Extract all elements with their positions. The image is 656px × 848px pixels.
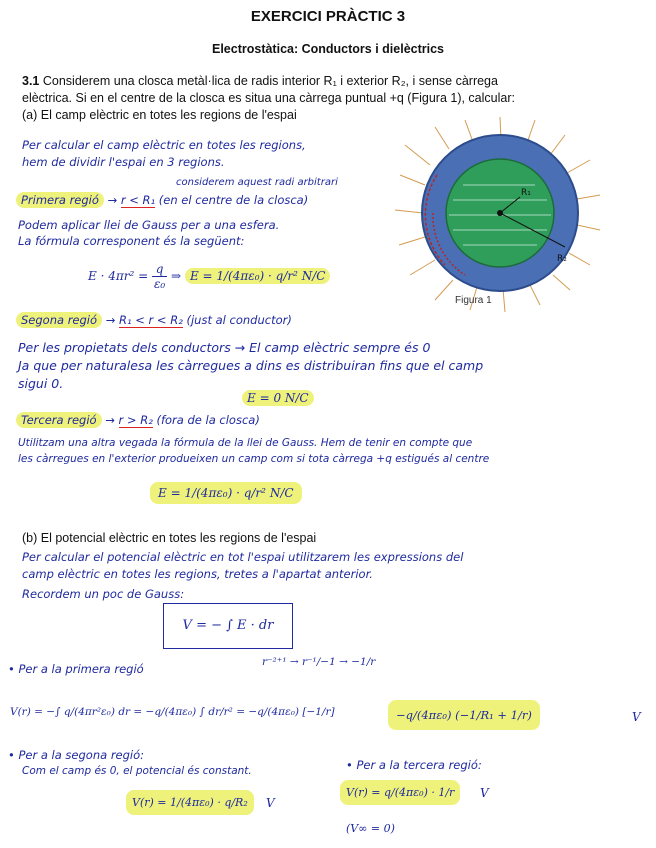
b-power-note: r⁻²⁺¹ → r⁻¹/−1 → −1/r [262, 656, 376, 668]
gauss-potential-box: V = − ∫ E · dr [163, 603, 293, 649]
equation-v1 [10, 706, 335, 718]
eq1-lhs: E · 4πr² = [88, 269, 149, 283]
v1-unit: V [632, 710, 641, 724]
problem-text-line2: elèctrica. Si en el centre de la closca es situa una càrrega puntual +q (Figura 1), calcular: [22, 91, 515, 105]
region3-label: Tercera regió [16, 412, 102, 428]
label-r2: R₂ [557, 254, 567, 264]
b-region2-text: Com el camp és 0, el potencial és constant. [22, 765, 252, 777]
figure-caption: Figura 1 [455, 295, 492, 306]
equation-2: E = 0 N/C [242, 390, 314, 406]
a-intro-line1: Per calcular el camp elèctric en totes les regions, [22, 138, 306, 152]
v2-unit: V [266, 796, 275, 810]
region1-label: Primera regió [16, 192, 104, 208]
region3-condition: r > R₂ [118, 413, 153, 427]
region1-arrow: → [107, 193, 121, 207]
region1-row [16, 193, 308, 208]
label-r1: R₁ [521, 188, 531, 198]
v-infinity-note: (V∞ = 0) [346, 822, 395, 835]
v3-result: V(r) = q/(4πε₀) · 1/r [340, 780, 460, 805]
a-conductor-line3: sigui 0. [18, 376, 64, 391]
problem-number: 3.1 [22, 74, 40, 88]
equation-3: E = 1/(4πε₀) · q/r² N/C [150, 482, 302, 504]
region2-row [16, 313, 292, 328]
b-region2-label: • Per a la segona regió: [8, 748, 145, 762]
b-region3-label: • Per a la tercera regió: [346, 758, 482, 772]
v3-unit: V [480, 786, 489, 800]
eq1-arrow: ⇒ [171, 269, 182, 283]
equation-1 [88, 262, 330, 291]
region2-note: (just al conductor) [186, 313, 292, 327]
region3-note: (fora de la closca) [156, 413, 260, 427]
eq1-fraction: $\frac{q}{\text{ε₀}}$ [153, 262, 166, 291]
v1-derivation: V(r) = −∫ q/(4πr²ε₀) dr = −q/(4πε₀) ∫ dr/r² = −q/(4πε₀) [−1/r] [10, 706, 335, 718]
eq1-result: E = 1/(4πε₀) · q/r² N/C [185, 268, 331, 284]
region2-arrow: → [105, 313, 119, 327]
b-intro-line1: Per calcular el potencial elèctric en tot l'espai utilitzarem les expressions del [22, 550, 464, 564]
region3-arrow: → [105, 413, 119, 427]
problem-text-line1: Considerem una closca metàl·lica de radis interior R₁ i exterior R₂, i sense càrrega [42, 74, 498, 88]
region3-row [16, 413, 260, 428]
a-conductor-line1: Per les propietats dels conductors → El camp elèctric sempre és 0 [18, 340, 431, 355]
v1-result: −q/(4πε₀) (−1/R₁ + 1/r) [388, 700, 540, 730]
page-title: EXERCICI PRÀCTIC 3 [250, 8, 406, 25]
b-region1-label: • Per a la primera regió [8, 662, 144, 676]
b-intro-line2: camp elèctric en totes les regions, tretes a l'apartat anterior. [22, 567, 373, 581]
region1-condition: r < R₁ [120, 193, 156, 207]
v2-result: V(r) = 1/(4πε₀) · q/R₂ [126, 790, 254, 815]
region1-note: (en el centre de la closca) [158, 193, 309, 207]
part-a-heading: (a) El camp elèctric en totes les regions de l'espai [22, 108, 297, 122]
part-b-heading: (b) El potencial elèctric en totes les regions de l'espai [22, 531, 317, 545]
region2-label: Segona regió [16, 312, 102, 328]
b-recall: Recordem un poc de Gauss: [22, 587, 185, 601]
a-gauss-line2: La fórmula corresponent és la següent: [18, 234, 245, 248]
page-subtitle: Electrostàtica: Conductors i dielèctrics [211, 42, 444, 56]
a-gauss3-line2: les càrregues en l'exterior produeixen un camp com si tota càrrega +q estigués al centre [18, 453, 490, 465]
a-gauss-line1: Podem aplicar llei de Gauss per a una esfera. [18, 218, 280, 232]
figure-1-shell [385, 115, 650, 315]
a-annotation: considerem aquest radi arbitrari [176, 177, 338, 188]
region2-condition: R₁ < r < R₂ [119, 313, 183, 327]
a-gauss3-line1: Utilitzam una altra vegada la fórmula de la llei de Gauss. Hem de tenir en compte que [18, 437, 473, 449]
a-intro-line2: hem de dividir l'espai en 3 regions. [22, 155, 225, 169]
a-conductor-line2: Ja que per naturalesa les càrregues a dins es distribuiran fins que el camp [18, 358, 484, 373]
